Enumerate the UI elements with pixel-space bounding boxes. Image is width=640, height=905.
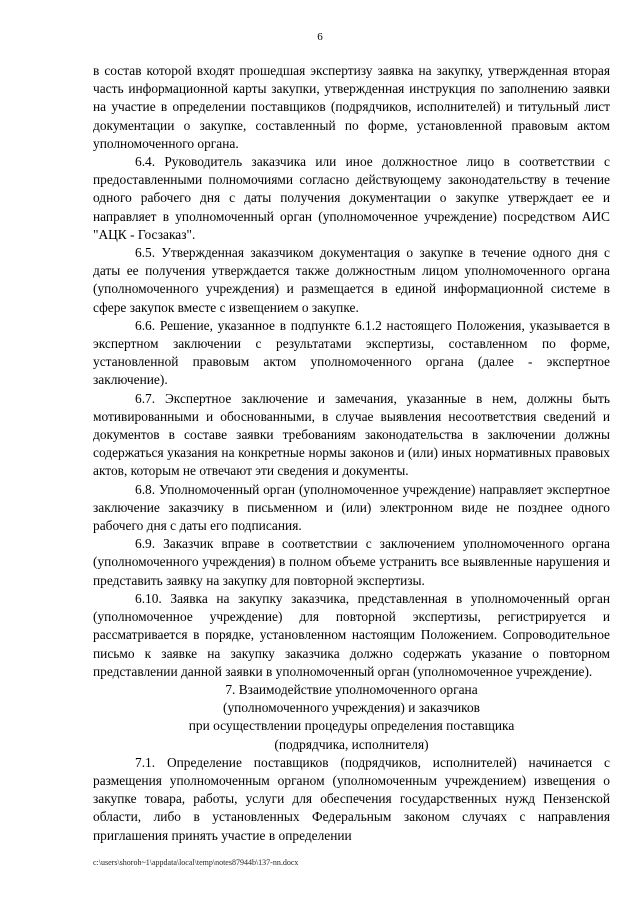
section-heading-line: при осуществлении процедуры определения поставщика <box>188 718 515 734</box>
paragraph-6-6: 6.6. Решение, указанное в подпункте 6.1.2 настоящего Положения, указывается в экспертном заключении с результатами экспертизы, составленном по форме, установленной правовым актом уполномоченного органа (далее - экспертное заключение). <box>93 317 610 388</box>
paragraph-6-8: 6.8. Уполномоченный орган (уполномоченное учреждение) направляет экспертное заключение заказчику в письменном и (или) электронном виде не позднее одного рабочего дня с даты его подписания. <box>93 481 610 534</box>
section-heading-line: 7. Взаимодействие уполномоченного органа <box>225 681 478 697</box>
section-heading-line: (подрядчика, исполнителя) <box>274 736 429 752</box>
paragraph-6-5: 6.5. Утвержденная заказчиком документация о закупке в течение одного дня с даты ее получения утверждается также должностным лицом уполномоченного органа (уполномоченного учреждения) и размещается в единой информационной системе в сфере закупок вместе с извещением о закупке. <box>93 245 610 315</box>
section-heading-line: (уполномоченного учреждения) и заказчиков <box>223 700 480 716</box>
section-heading <box>93 681 610 754</box>
paragraph-6-4: 6.4. Руководитель заказчика или иное должностное лицо в соответствии с предоставленными полномочиями согласно действующему законодательству в течение одного рабочего дня с даты получения документации о закупке утверждает ее и направляет в уполномоченный орган (уполномоченное учреждение) посредством АИС "АЦК - Госзаказ". <box>93 154 610 242</box>
paragraph-continuation: в состав которой входят прошедшая экспертизу заявка на закупку, утвержденная вторая часть информационной карты закупки, утвержденная инструкция по заполнению заявки на участие в определении поставщиков (подрядчиков, исполнителей) и титульный лист документации о закупке, составленный по форме, установленной правовым актом уполномоченного органа. <box>93 63 610 151</box>
page-number: 6 <box>317 31 323 43</box>
paragraph-6-9: 6.9. Заказчик вправе в соответствии с заключением уполномоченного органа (уполномоченного учреждения) в полном объеме устранить все выявленные нарушения и представить заявку на закупку для повторной экспертизы. <box>93 536 610 588</box>
paragraph-6-7: 6.7. Экспертное заключение и замечания, указанные в нем, должны быть мотивированными и обоснованными, в случае выявления несоответствия сведений и документов в составе заявки требованиям законодательства в заключении должны содержаться указания на конкретные нормы законов и (или) иных нормативных правовых актов, которым не отвечают эти сведения и документы. <box>93 390 610 479</box>
document-body <box>93 62 610 845</box>
paragraph-7-1: 7.1. Определение поставщиков (подрядчиков, исполнителей) начинается с размещения уполномоченным органом (уполномоченным учреждением) извещения о закупке товара, работы, услуги для обеспечения государственных нужд Пензенской области, либо в установленных Федеральным законом случаях с направления приглашения принять участие в определении <box>93 754 610 843</box>
paragraph-6-10: 6.10. Заявка на закупку заказчика, представленная в уполномоченный орган (уполномоченное учреждение) для повторной экспертизы, регистрируется и рассматривается в порядке, установленном настоящим Положением. Сопроводительное письмо к заявке на закупку заказчика должно содержать указание о повторном представлении данной заявки в уполномоченный орган (уполномоченное учреждение). <box>93 590 610 679</box>
footer-file-path: c:\users\shoroh~1\appdata\local\temp\notes87944b\137-nn.docx <box>93 858 299 867</box>
